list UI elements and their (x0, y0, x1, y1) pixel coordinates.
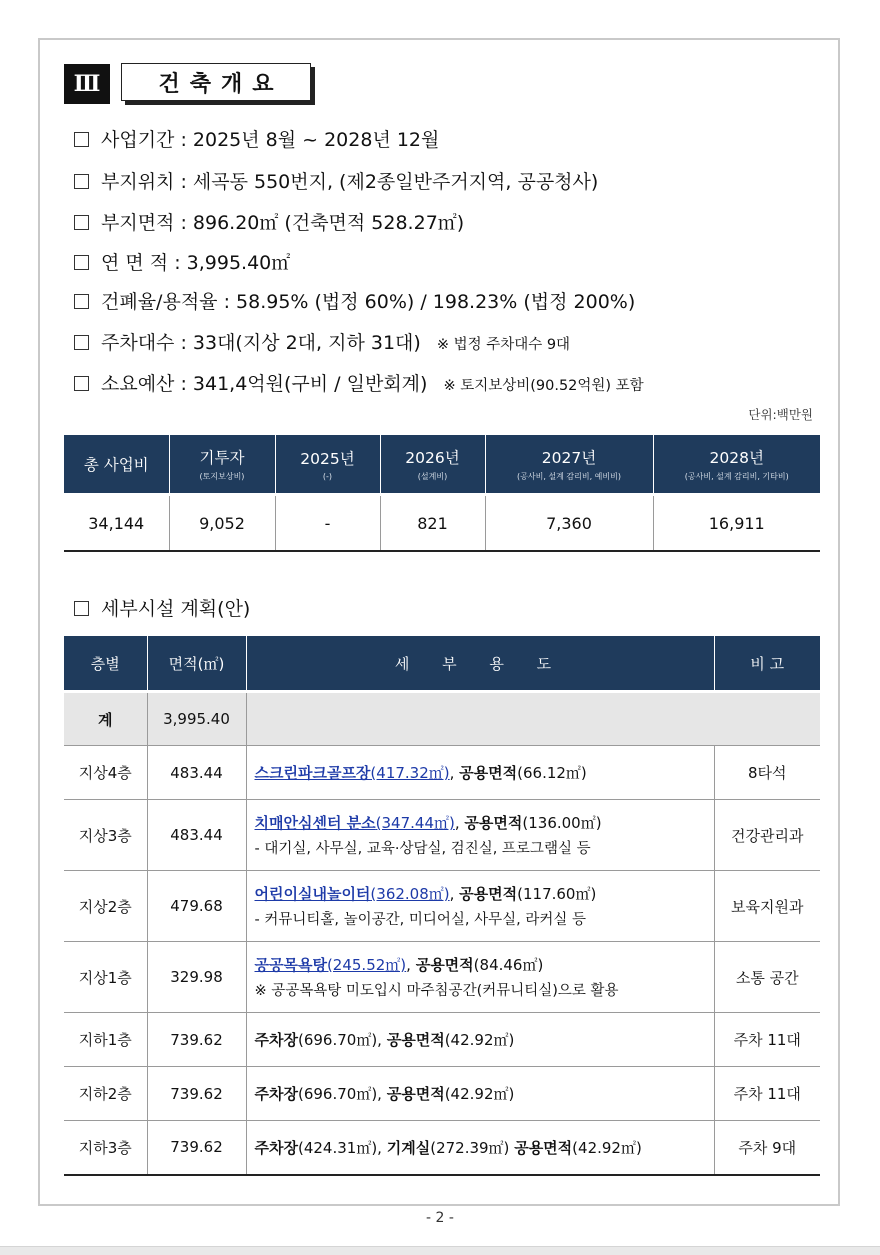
table-row: 지하2층 739.62 주차장(696.70㎡), 공용면적(42.92㎡) 주차 11대 (64, 1067, 820, 1121)
section-title: 건축개요 (121, 63, 311, 101)
detail-header-note: 비 고 (714, 636, 820, 692)
detail-total-row (64, 692, 820, 746)
facility-name: 스크린파크골프장(417.32㎡) (254, 764, 450, 782)
detail-header-area: 면적(㎡) (147, 636, 246, 692)
overview-site-area: 부지면적 : 896.20㎡ (건축면적 528.27㎡) (74, 208, 464, 235)
use-cell: 주차장(424.31㎡), 기계실(272.39㎡) 공용면적(42.92㎡) (246, 1121, 714, 1175)
table-row: 지상2층 479.68 어린이실내놀이터(362.08㎡), 공용면적(117.60㎡) - 커뮤니티홀, 놀이공간, 미디어실, 사무실, 라커실 등 보육지원과 (64, 871, 820, 942)
total-floor: 계 (64, 692, 147, 746)
overview-budget: 소요예산 : 341,4억원(구비 / 일반회계) ※ 토지보상비(90.52억원) 포함 (74, 369, 644, 396)
unit-note: 단위:백만원 (748, 407, 813, 422)
checkbox-icon (74, 376, 89, 391)
section-number: Ⅲ (64, 64, 110, 104)
detail-header-row (64, 636, 820, 692)
facility-name: 공공목욕탕(245.52㎡) (254, 956, 407, 974)
budget-header-row (64, 435, 820, 495)
overview-parking: 주차대수 : 33대(지상 2대, 지하 31대) ※ 법정 주차대수 9대 (74, 328, 570, 355)
table-row: 지하3층 739.62 주차장(424.31㎡), 기계실(272.39㎡) 공용면적(42.92㎡) 주차 9대 (64, 1121, 820, 1175)
budget-value-2027: 7,360 (485, 495, 653, 552)
overview-floor-area: 연 면 적 : 3,995.40㎡ (74, 248, 290, 275)
checkbox-icon (74, 294, 89, 309)
budget-table (64, 435, 820, 552)
table-row: 지상4층 483.44 스크린파크골프장(417.32㎡), 공용면적(66.12㎡) 8타석 (64, 746, 820, 800)
budget-header-total: 총 사업비 (64, 435, 169, 495)
checkbox-icon (74, 215, 89, 230)
use-cell: 어린이실내놀이터(362.08㎡), 공용면적(117.60㎡) - 커뮤니티홀, 놀이공간, 미디어실, 사무실, 라커실 등 (246, 871, 714, 942)
parking-note: ※ 법정 주차대수 9대 (436, 337, 571, 353)
use-cell: 주차장(696.70㎡), 공용면적(42.92㎡) (246, 1067, 714, 1121)
budget-value-2025: - (275, 495, 380, 552)
detail-heading: 세부시설 계획(안) (74, 594, 250, 621)
table-row: 지상3층 483.44 치매안심센터 분소(347.44㎡), 공용면적(136.00㎡) - 대기실, 사무실, 교육·상담실, 검진실, 프로그램실 등 건강관리과 (64, 800, 820, 871)
detail-header-floor: 층별 (64, 636, 147, 692)
overview-period: 사업기간 : 2025년 8월 ~ 2028년 12월 (74, 125, 439, 152)
use-cell: 공공목욕탕(245.52㎡), 공용면적(84.46㎡) ※ 공공목욕탕 미도입시 마주침공간(커뮤니티실)으로 활용 (246, 942, 714, 1013)
use-cell: 치매안심센터 분소(347.44㎡), 공용면적(136.00㎡) - 대기실, 사무실, 교육·상담실, 검진실, 프로그램실 등 (246, 800, 714, 871)
table-row: 지상1층 329.98 공공목욕탕(245.52㎡), 공용면적(84.46㎡) ※ 공공목욕탕 미도입시 마주침공간(커뮤니티실)으로 활용 소통 공간 (64, 942, 820, 1013)
budget-note: ※ 토지보상비(90.52억원) 포함 (443, 378, 644, 394)
budget-value-total: 34,144 (64, 495, 169, 552)
page-number: - 2 - (426, 1210, 454, 1226)
budget-header-invested: 기투자 (토지보상비) (169, 435, 275, 495)
detail-header-use: 세 부 용 도 (246, 636, 714, 692)
budget-header-2028: 2028년 (공사비, 설계 감리비, 기타비) (653, 435, 820, 495)
budget-header-2025: 2025년 (-) (275, 435, 380, 495)
budget-value-row (64, 495, 820, 552)
budget-header-2027: 2027년 (공사비, 설계 감리비, 예비비) (485, 435, 653, 495)
detail-table (64, 636, 820, 1176)
checkbox-icon (74, 132, 89, 147)
use-cell: 주차장(696.70㎡), 공용면적(42.92㎡) (246, 1013, 714, 1067)
checkbox-icon (74, 335, 89, 350)
checkbox-icon (74, 601, 89, 616)
facility-name: 어린이실내놀이터(362.08㎡) (254, 885, 450, 903)
use-cell: 스크린파크골프장(417.32㎡), 공용면적(66.12㎡) (246, 746, 714, 800)
budget-header-2026: 2026년 (설계비) (380, 435, 485, 495)
budget-value-2028: 16,911 (653, 495, 820, 552)
overview-coverage-ratio: 건폐율/용적율 : 58.95% (법정 60%) / 198.23% (법정 200%) (74, 287, 635, 314)
overview-location: 부지위치 : 세곡동 550번지, (제2종일반주거지역, 공공청사) (74, 167, 598, 194)
budget-value-2026: 821 (380, 495, 485, 552)
facility-name: 치매안심센터 분소(347.44㎡) (254, 814, 455, 832)
table-row: 지하1층 739.62 주차장(696.70㎡), 공용면적(42.92㎡) 주차 11대 (64, 1013, 820, 1067)
checkbox-icon (74, 255, 89, 270)
total-empty (246, 692, 820, 746)
checkbox-icon (74, 174, 89, 189)
budget-value-invested: 9,052 (169, 495, 275, 552)
total-area: 3,995.40 (147, 692, 246, 746)
